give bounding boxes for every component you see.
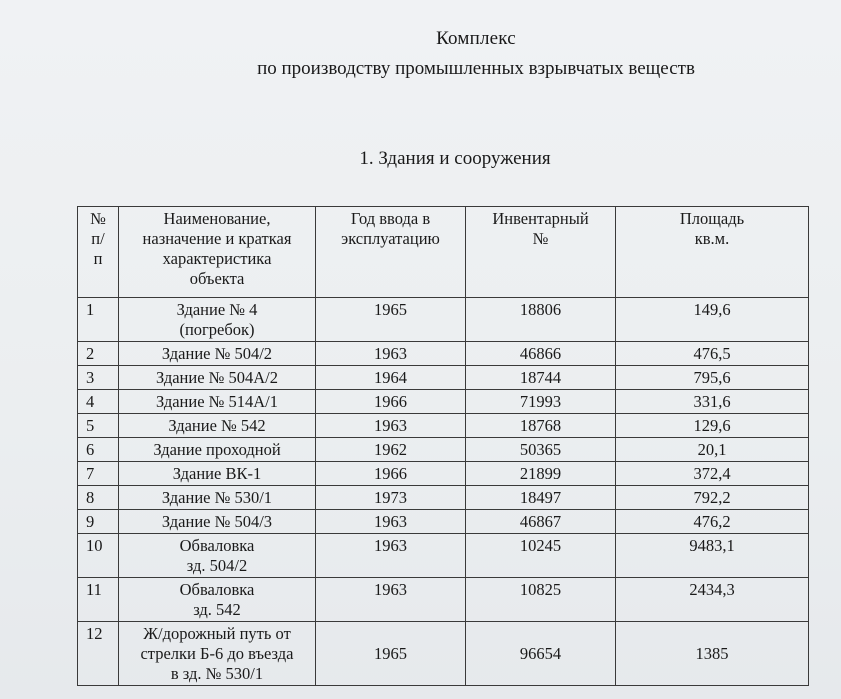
table-row bbox=[78, 486, 809, 510]
row-area: 1385 bbox=[616, 622, 809, 686]
row-name: Здание № 530/1 bbox=[119, 486, 316, 510]
row-year: 1963 bbox=[316, 534, 466, 578]
row-number: 12 bbox=[78, 622, 119, 686]
row-inventory: 21899 bbox=[466, 462, 616, 486]
row-area: 331,6 bbox=[616, 390, 809, 414]
row-name: Здание № 514А/1 bbox=[119, 390, 316, 414]
row-name: Здание № 504А/2 bbox=[119, 366, 316, 390]
row-number: 7 bbox=[78, 462, 119, 486]
row-number: 8 bbox=[78, 486, 119, 510]
row-name: Здание № 542 bbox=[119, 414, 316, 438]
header-area: Площадь кв.м. bbox=[616, 207, 809, 298]
table-row bbox=[78, 414, 809, 438]
row-inventory: 18768 bbox=[466, 414, 616, 438]
table-header-row bbox=[78, 207, 809, 298]
row-number: 3 bbox=[78, 366, 119, 390]
table-row bbox=[78, 390, 809, 414]
row-number: 10 bbox=[78, 534, 119, 578]
table-row bbox=[78, 534, 809, 578]
row-year: 1966 bbox=[316, 462, 466, 486]
table-row bbox=[78, 622, 809, 686]
row-inventory: 46867 bbox=[466, 510, 616, 534]
row-inventory: 10245 bbox=[466, 534, 616, 578]
section-title: 1. Здания и сооружения bbox=[359, 148, 551, 169]
row-area: 372,4 bbox=[616, 462, 809, 486]
buildings-table bbox=[77, 206, 809, 686]
row-number: 5 bbox=[78, 414, 119, 438]
table-row bbox=[78, 462, 809, 486]
document-title: Комплекс bbox=[436, 28, 516, 49]
row-year: 1963 bbox=[316, 510, 466, 534]
row-inventory: 50365 bbox=[466, 438, 616, 462]
row-number: 9 bbox=[78, 510, 119, 534]
table-row bbox=[78, 366, 809, 390]
header-name: Наименование, назначение и краткая характеристика объекта bbox=[119, 207, 316, 298]
row-name: Здание № 504/3 bbox=[119, 510, 316, 534]
table-row bbox=[78, 342, 809, 366]
table-row bbox=[78, 510, 809, 534]
table-row bbox=[78, 578, 809, 622]
table-body bbox=[78, 298, 809, 686]
row-area: 476,5 bbox=[616, 342, 809, 366]
row-name: Ж/дорожный путь от стрелки Б-6 до въезда в зд. № 530/1 bbox=[119, 622, 316, 686]
table-row bbox=[78, 298, 809, 342]
row-name: Обваловка зд. 542 bbox=[119, 578, 316, 622]
row-number: 4 bbox=[78, 390, 119, 414]
row-name: Обваловка зд. 504/2 bbox=[119, 534, 316, 578]
row-number: 6 bbox=[78, 438, 119, 462]
row-name: Здание № 504/2 bbox=[119, 342, 316, 366]
row-area: 2434,3 bbox=[616, 578, 809, 622]
row-year: 1965 bbox=[316, 622, 466, 686]
row-number: 11 bbox=[78, 578, 119, 622]
row-inventory: 96654 bbox=[466, 622, 616, 686]
row-inventory: 10825 bbox=[466, 578, 616, 622]
document-subtitle: по производству промышленных взрывчатых веществ bbox=[257, 58, 695, 79]
row-year: 1965 bbox=[316, 298, 466, 342]
row-area: 792,2 bbox=[616, 486, 809, 510]
row-year: 1963 bbox=[316, 414, 466, 438]
row-inventory: 71993 bbox=[466, 390, 616, 414]
row-name: Здание № 4 (погребок) bbox=[119, 298, 316, 342]
row-inventory: 46866 bbox=[466, 342, 616, 366]
row-year: 1966 bbox=[316, 390, 466, 414]
row-year: 1962 bbox=[316, 438, 466, 462]
table-row bbox=[78, 438, 809, 462]
row-area: 9483,1 bbox=[616, 534, 809, 578]
row-inventory: 18744 bbox=[466, 366, 616, 390]
row-year: 1973 bbox=[316, 486, 466, 510]
row-area: 476,2 bbox=[616, 510, 809, 534]
header-number: № п/ п bbox=[78, 207, 119, 298]
row-area: 149,6 bbox=[616, 298, 809, 342]
row-number: 2 bbox=[78, 342, 119, 366]
row-inventory: 18806 bbox=[466, 298, 616, 342]
row-year: 1963 bbox=[316, 342, 466, 366]
row-name: Здание проходной bbox=[119, 438, 316, 462]
row-area: 20,1 bbox=[616, 438, 809, 462]
header-inventory: Инвентарный № bbox=[466, 207, 616, 298]
row-area: 795,6 bbox=[616, 366, 809, 390]
header-year: Год ввода в эксплуатацию bbox=[316, 207, 466, 298]
row-number: 1 bbox=[78, 298, 119, 342]
row-year: 1963 bbox=[316, 578, 466, 622]
row-name: Здание ВК-1 bbox=[119, 462, 316, 486]
row-area: 129,6 bbox=[616, 414, 809, 438]
row-year: 1964 bbox=[316, 366, 466, 390]
row-inventory: 18497 bbox=[466, 486, 616, 510]
